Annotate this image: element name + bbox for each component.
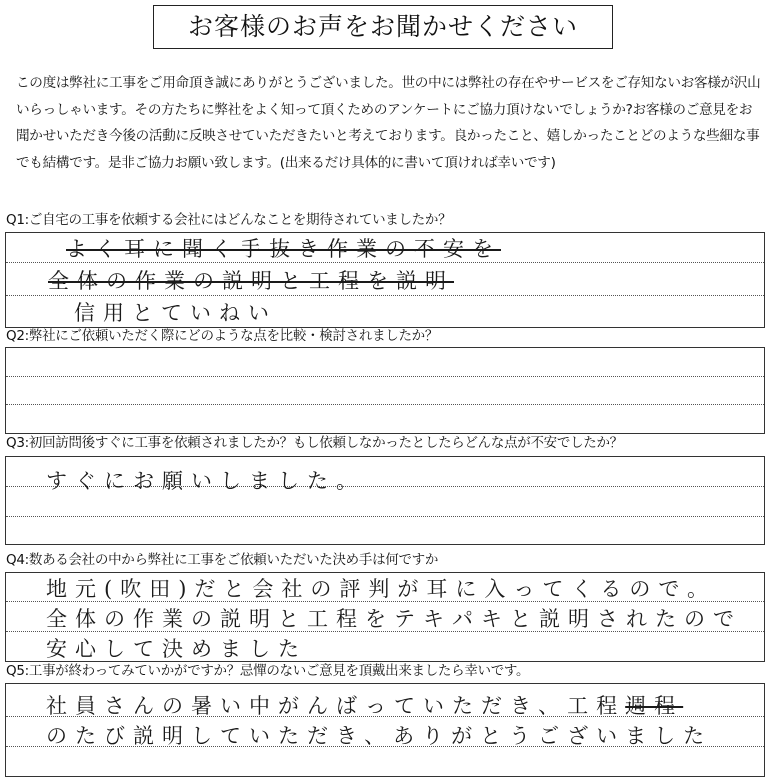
answer-1-line-2: 全体の作業の説明と工程を説明 bbox=[48, 269, 454, 293]
answer-5-line-2: のたび説明していただき、ありがとうございました bbox=[46, 724, 713, 748]
answer-1-line-3: 信用とていねい bbox=[74, 301, 277, 325]
answer-box-3 bbox=[5, 456, 765, 545]
question-4-label: Q4:数ある会社の中から弊社に工事をご依頼いただいた決め手は何ですか bbox=[6, 552, 439, 568]
struck-text: 週程 bbox=[625, 694, 684, 718]
answer-4-line-1: 地元(吹田)だと会社の評判が耳に入ってくるので。 bbox=[46, 577, 716, 601]
answer-box-4 bbox=[5, 572, 765, 662]
answer-box-2 bbox=[5, 347, 765, 434]
intro-text: この度は弊社に工事をご用命頂き誠にありがとうございました。世の中には弊社の存在やサービスをご存知ないお客様が沢山いらっしゃいます。その方たちに弊社をよく知って頂くためのアンケートにご協力頂けないでしょうか?お客様のご意見をお聞かせいただき今後の活動に反映させていただきたいと考えております。良かったこと、嬉しかったことどのような些細な事でも結構です。是非ご協力お願い致します。(出来るだけ具体的に書いて頂ければ幸いです) bbox=[16, 75, 761, 171]
answer-4-line-2: 全体の作業の説明と工程をテキパキと説明されたので bbox=[46, 607, 742, 631]
answer-3-line-1: すぐにお願いしました。 bbox=[46, 469, 365, 493]
question-5-label: Q5:工事が終わってみていかがですか？忌憚のないご意見を頂戴出来ましたら幸いです。 bbox=[6, 663, 530, 679]
question-1-label: Q1:ご自宅の工事を依頼する会社にはどんなことを期待されていましたか？ bbox=[6, 212, 452, 228]
page-title: お客様のお声をお聞かせください bbox=[153, 5, 613, 49]
answer-box-5 bbox=[5, 683, 765, 777]
answer-box-1 bbox=[5, 232, 765, 328]
answer-1-line-1: よく耳に聞く手抜き作業の不安を bbox=[66, 237, 501, 261]
question-3-label: Q3:初回訪問後すぐに工事を依頼されましたか？もし依頼しなかったとしたらどんな点が不安でしたか？ bbox=[6, 435, 623, 451]
question-2-label: Q2:弊社にご依頼いただく際にどのような点を比較・検討されましたか？ bbox=[6, 328, 439, 344]
answer-4-line-3: 安心して決めました bbox=[46, 637, 307, 661]
answer-5-line-1: 社員さんの暑い中がんばっていただき、工程週程 bbox=[46, 694, 684, 718]
